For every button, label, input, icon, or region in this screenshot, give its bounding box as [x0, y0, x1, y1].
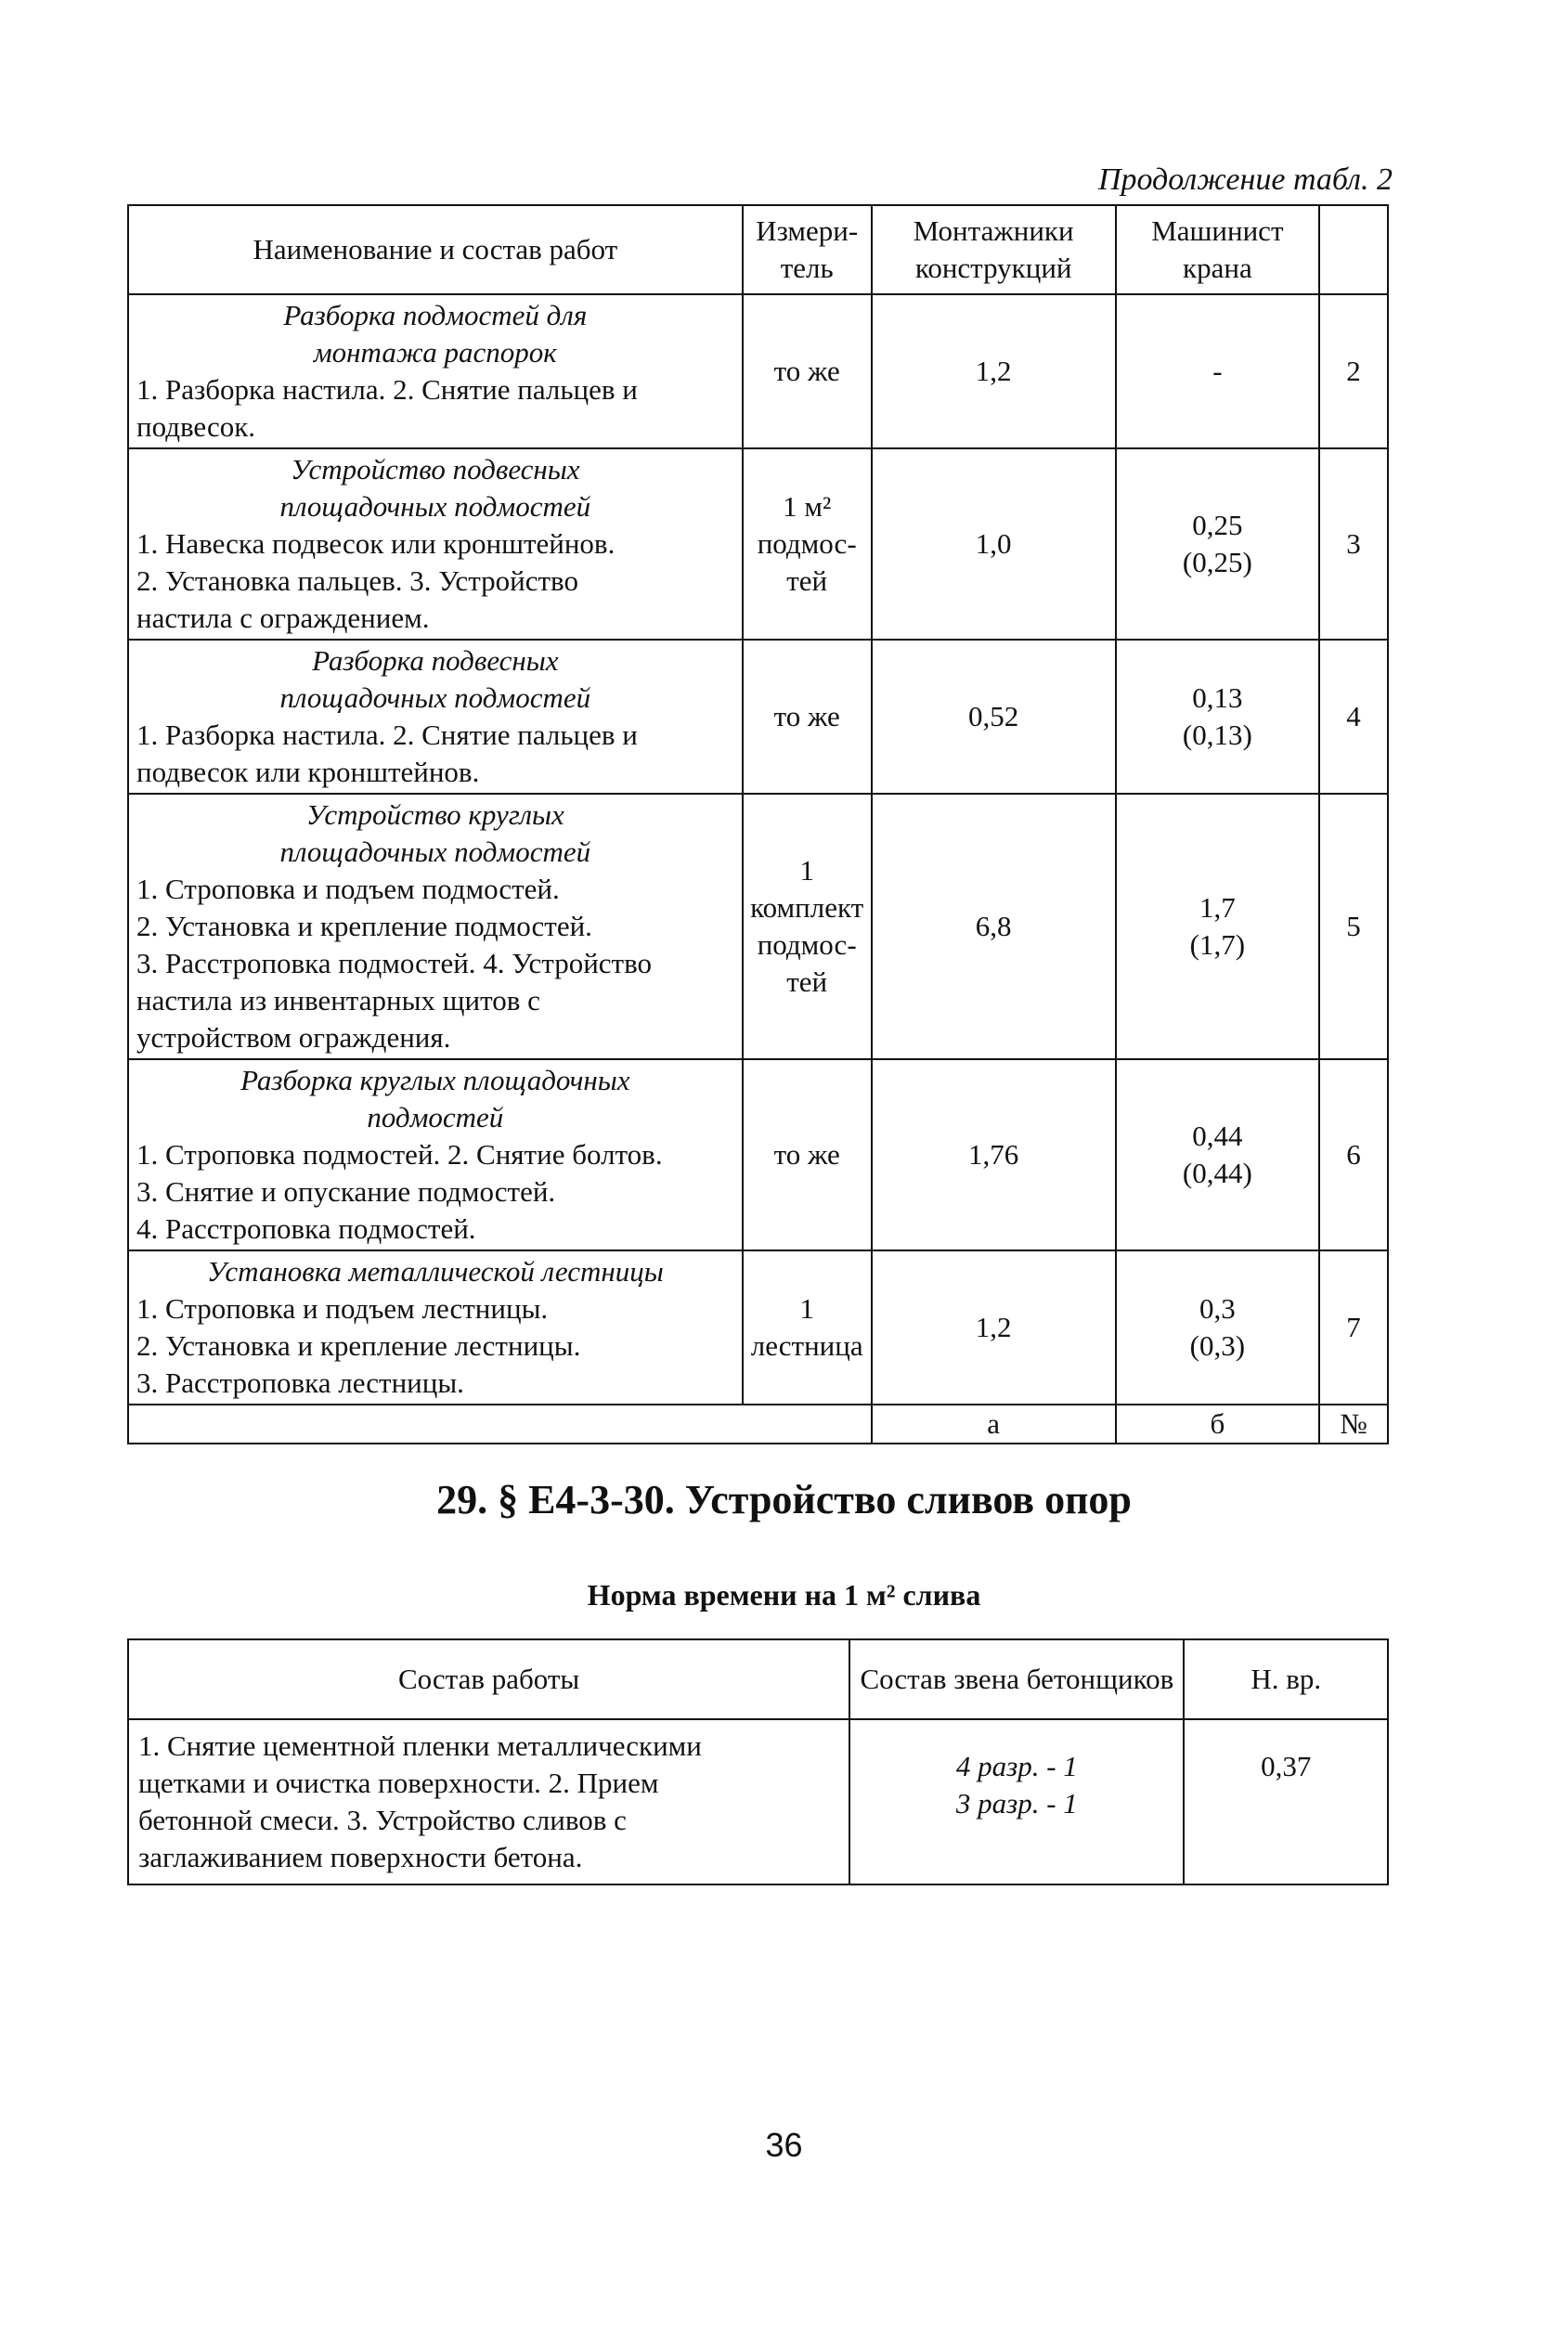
unit-cell [743, 640, 872, 794]
operator-value-line: - [1212, 355, 1223, 387]
row-number-cell: 3 [1319, 448, 1388, 640]
unit-cell [743, 448, 872, 640]
table-row [128, 448, 1388, 640]
work-step-line: 3. Расстроповка лестницы. [136, 1366, 464, 1399]
work-step-line: 2. Установка и крепление подмостей. [136, 910, 592, 942]
installers-value-cell: 1,76 [872, 1059, 1116, 1250]
work-group-title: Разборка подмостей для [283, 299, 588, 331]
installers-value-cell: 1,2 [872, 294, 1116, 448]
work-description-cell [128, 1059, 743, 1250]
footer-col-b: б [1116, 1405, 1319, 1444]
work-group-title: Устройство круглых [305, 798, 564, 831]
operator-value-line: (0,13) [1182, 719, 1252, 751]
operator-value-line: (0,25) [1182, 546, 1252, 578]
footer-empty-cell [128, 1405, 872, 1444]
installers-value-cell: 1,0 [872, 448, 1116, 640]
work-group-title: площадочных подмостей [279, 835, 591, 868]
table-row [128, 1250, 1388, 1405]
work-step-line: 1. Строповка и подъем подмостей. [136, 873, 560, 905]
operator-value-line: (1,7) [1189, 928, 1246, 961]
table-body [128, 294, 1388, 1405]
unit-cell [743, 1250, 872, 1405]
work-description-cell [128, 794, 743, 1059]
work-group-title: монтажа распорок [313, 336, 557, 369]
work-group-title: Устройство подвесных [291, 453, 580, 486]
work-group-title: Установка металлической лестницы [206, 1255, 664, 1288]
row-number-cell: 5 [1319, 794, 1388, 1059]
work-line: щетками и очистка поверхности. 2. Прием [138, 1767, 659, 1799]
work-line: бетонной смеси. 3. Устройство сливов с [138, 1804, 627, 1836]
operator-value-cell [1116, 294, 1319, 448]
operator-value-line: (0,3) [1189, 1329, 1246, 1362]
work-group-title: Разборка круглых площадочных [240, 1064, 630, 1096]
work-step-line: 3. Расстроповка подмостей. 4. Устройство [136, 947, 653, 979]
work-group-title: Разборка подвесных [312, 644, 559, 677]
row-number-cell: 6 [1319, 1059, 1388, 1250]
col-header-unit: Измери-тель [743, 205, 872, 294]
norm-value-cell: 0,37 [1184, 1719, 1388, 1884]
work-step-line: подвесок. [136, 410, 256, 443]
work-step-line: подвесок или кронштейнов. [136, 756, 480, 788]
work-step-line: 4. Расстроповка подмостей. [136, 1212, 476, 1245]
table-row [128, 640, 1388, 794]
work-description-cell [128, 294, 743, 448]
col-header-work: Состав работы [128, 1639, 849, 1719]
work-step-line: устройством ограждения. [136, 1021, 451, 1054]
unit-line: комплект [750, 891, 864, 924]
operator-value-cell [1116, 448, 1319, 640]
work-step-line: 1. Строповка и подъем лестницы. [136, 1292, 549, 1325]
work-step-line: 1. Строповка подмостей. 2. Снятие болтов. [136, 1138, 663, 1171]
col-header-name: Наименование и состав работ [128, 205, 743, 294]
unit-line: то же [773, 355, 840, 387]
footer-col-a: а [872, 1405, 1116, 1444]
unit-line: подмос- [757, 928, 857, 961]
work-description-cell [128, 1250, 743, 1405]
work-description-cell [128, 640, 743, 794]
installers-value-cell: 1,2 [872, 1250, 1116, 1405]
operator-value-line: 0,25 [1192, 509, 1243, 541]
unit-line: лестница [750, 1329, 863, 1362]
labor-norms-table [127, 204, 1389, 1444]
norm-title: Норма времени на 1 м² слива [587, 1578, 981, 1612]
table-row [128, 794, 1388, 1059]
unit-cell [743, 794, 872, 1059]
col-header-crew: Состав звена бетонщиков [849, 1639, 1184, 1719]
operator-value-cell [1116, 794, 1319, 1059]
page-number: 36 [765, 2126, 803, 2164]
work-step-line: настила с ограждением. [136, 602, 430, 634]
section-title: 29. § Е4-3-30. Устройство сливов опор [436, 1477, 1132, 1522]
unit-cell [743, 1059, 872, 1250]
work-step-line: 1. Разборка настила. 2. Снятие пальцев и [136, 373, 638, 406]
work-step-line: 3. Снятие и опускание подмостей. [136, 1175, 556, 1208]
unit-cell [743, 294, 872, 448]
row-number-cell: 7 [1319, 1250, 1388, 1405]
table-row [128, 294, 1388, 448]
unit-line: то же [773, 700, 840, 732]
crew-cell [849, 1719, 1184, 1884]
crew-line: 4 разр. - 1 [955, 1750, 1078, 1782]
col-header-num [1319, 205, 1388, 294]
operator-value-cell [1116, 1059, 1319, 1250]
work-step-line: 2. Установка и крепление лестницы. [136, 1329, 581, 1362]
footer-col-num: № [1319, 1405, 1388, 1444]
unit-line: тей [786, 965, 828, 998]
work-group-title: площадочных подмостей [279, 490, 591, 523]
operator-value-cell [1116, 1250, 1319, 1405]
operator-value-line: 1,7 [1199, 891, 1236, 924]
col-header-installers: Монтажники конструкций [872, 205, 1116, 294]
row-number-cell: 2 [1319, 294, 1388, 448]
operator-value-cell [1116, 640, 1319, 794]
unit-line: подмос- [757, 527, 857, 560]
work-line: 1. Снятие цементной пленки металлическими [138, 1729, 702, 1762]
work-description-cell [128, 1719, 849, 1884]
work-step-line: 1. Разборка настила. 2. Снятие пальцев и [136, 719, 638, 751]
continuation-label: Продолжение табл. 2 [1097, 162, 1393, 197]
work-step-line: 2. Установка пальцев. 3. Устройство [136, 564, 578, 597]
crew-line: 3 разр. - 1 [955, 1787, 1078, 1820]
col-header-operator: Машинист крана [1116, 205, 1319, 294]
row-number-cell: 4 [1319, 640, 1388, 794]
col-header-norm: Н. вр. [1184, 1639, 1388, 1719]
operator-value-line: 0,3 [1199, 1292, 1236, 1325]
unit-line: тей [786, 564, 828, 597]
unit-line: то же [773, 1138, 840, 1171]
installers-value-cell: 6,8 [872, 794, 1116, 1059]
work-step-line: 1. Навеска подвесок или кронштейнов. [136, 527, 616, 560]
unit-line: 1 м² [783, 490, 832, 523]
work-step-line: настила из инвентарных щитов с [136, 984, 540, 1017]
work-description-cell [128, 448, 743, 640]
unit-line: 1 [799, 1292, 814, 1325]
work-group-title: подмостей [367, 1101, 504, 1133]
drain-norm-table [127, 1638, 1389, 1885]
table-row [128, 1059, 1388, 1250]
installers-value-cell: 0,52 [872, 640, 1116, 794]
unit-line: 1 [799, 854, 814, 887]
operator-value-line: 0,13 [1192, 681, 1243, 714]
operator-value-line: 0,44 [1192, 1120, 1243, 1152]
operator-value-line: (0,44) [1182, 1157, 1252, 1189]
work-group-title: площадочных подмостей [279, 681, 591, 714]
work-line: заглаживанием поверхности бетона. [138, 1841, 583, 1873]
